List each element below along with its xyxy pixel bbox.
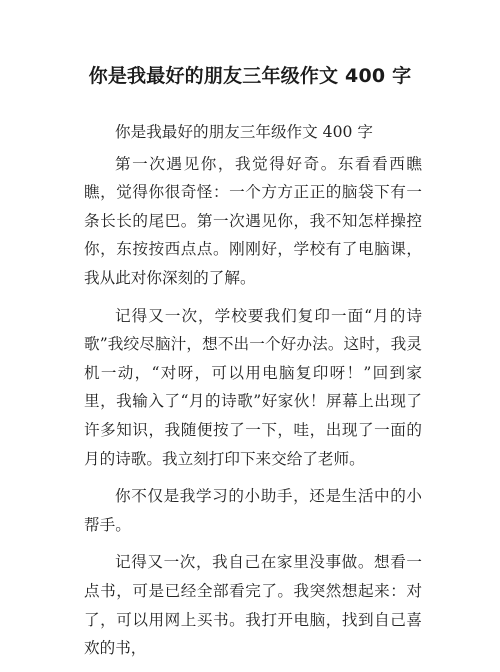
document-body [84,118,422,672]
document-title: 你是我最好的朋友三年级作文 400 字 [88,65,412,87]
paragraph: 第一次遇见你，我觉得好奇。东看看西瞧瞧，觉得你很奇怪：一个方方正正的脑袋下有一条长长的尾巴。第一次遇见你，我不知怎样操控你，东按按西点点。刚刚好，学校有了电脑课，我从此对你深刻的了解。 [84,154,422,287]
paragraph: 记得又一次，学校要我们复印一面“月的诗歌”我绞尽脑汁，想不出一个好办法。这时，我灵机一动，“对呀，可以用电脑复印呀！”回到家里，我输入了“月的诗歌”好家伙！屏幕上出现了许多知识，我随便按了一下，哇，出现了一面的月的诗歌。我立刻打印下来交给了老师。 [84,306,422,468]
paragraph: 你是我最好的朋友三年级作文 400 字 [115,123,373,141]
paragraph: 记得又一次，我自己在家里没事做。想看一点书，可是已经全部看完了。我突然想起来：对了，可以用网上买书。我打开电脑，找到自己喜欢的书， [84,553,422,658]
paragraph: 你不仅是我学习的小助手，还是生活中的小帮手。 [84,487,422,534]
